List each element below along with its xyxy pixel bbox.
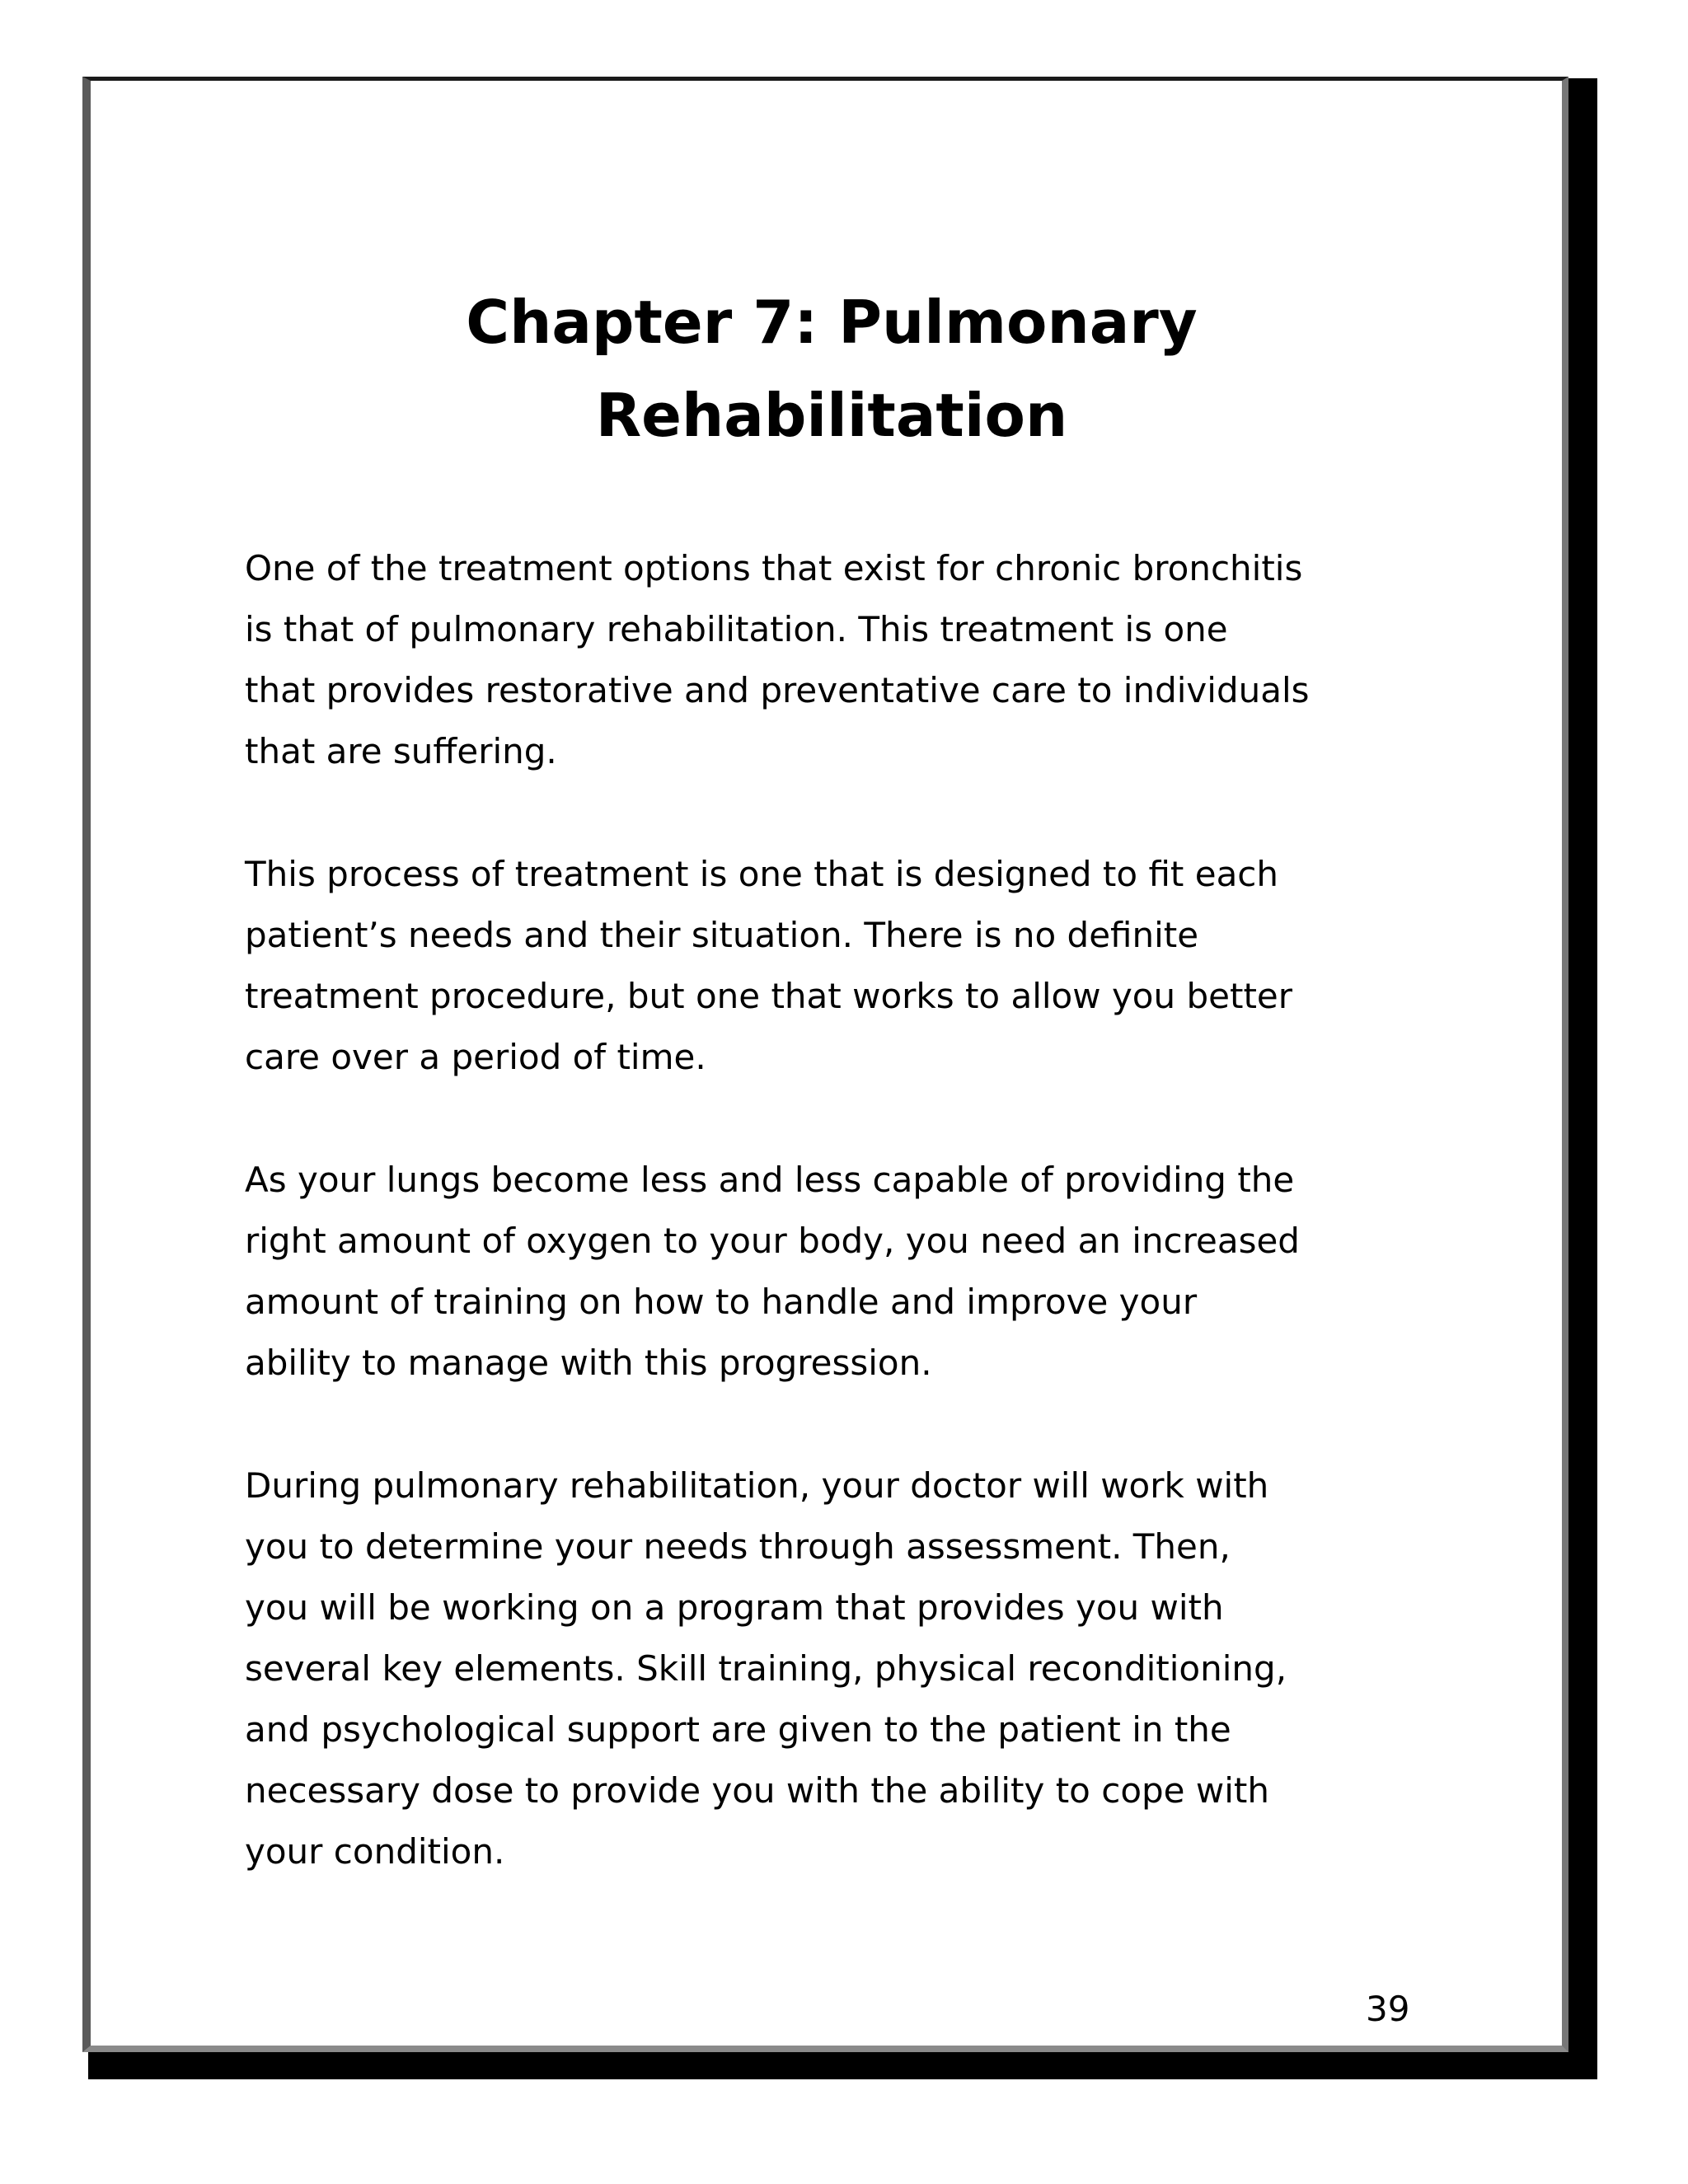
chapter-title-line: Chapter 7: Pulmonary (466, 288, 1198, 357)
text-line: treatment procedure, but one that works to allow you better (245, 976, 1293, 1016)
text-line: This process of treatment is one that is designed to fit each (245, 854, 1279, 894)
paragraph (245, 1455, 1440, 1882)
text-line: amount of training on how to handle and improve your (245, 1282, 1198, 1322)
text-line: you will be working on a program that provides you with (245, 1587, 1224, 1628)
chapter-title (0, 276, 1663, 462)
text-line: you to determine your needs through assessment. Then, (245, 1526, 1231, 1567)
text-line: that are suffering. (245, 731, 557, 771)
text-line: is that of pulmonary rehabilitation. This treatment is one (245, 609, 1228, 649)
paragraph (245, 538, 1440, 782)
text-line: During pulmonary rehabilitation, your doctor will work with (245, 1465, 1269, 1506)
text-line: that provides restorative and preventative care to individuals (245, 670, 1310, 710)
text-line: As your lungs become less and less capable of providing the (245, 1160, 1295, 1200)
paragraph (245, 1150, 1440, 1394)
page-number: 39 (1366, 1989, 1410, 2029)
text-line: One of the treatment options that exist for chronic bronchitis (245, 548, 1303, 588)
text-line: your condition. (245, 1831, 505, 1872)
text-line: several key elements. Skill training, physical reconditioning, (245, 1648, 1287, 1689)
text-line: and psychological support are given to the patient in the (245, 1709, 1231, 1750)
text-line: care over a period of time. (245, 1037, 706, 1077)
text-line: right amount of oxygen to your body, you need an increased (245, 1221, 1300, 1261)
text-line: necessary dose to provide you with the ability to cope with (245, 1770, 1269, 1811)
page-shadow-bottom (88, 2052, 1597, 2079)
body-text (245, 538, 1440, 1944)
text-line: patient’s needs and their situation. There is no definite (245, 915, 1199, 955)
paragraph (245, 844, 1440, 1088)
text-line: ability to manage with this progression. (245, 1343, 932, 1383)
chapter-title-line: Rehabilitation (595, 381, 1068, 450)
